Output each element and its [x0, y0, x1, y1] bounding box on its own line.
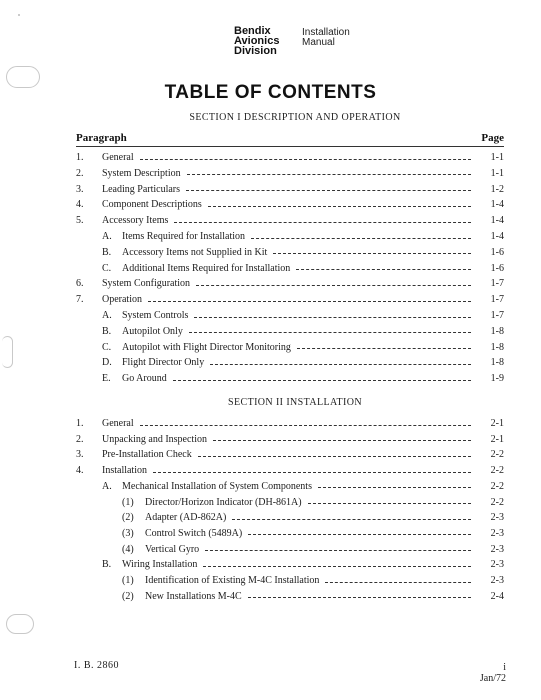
toc-entry-number: 6. [76, 278, 84, 290]
toc-entry-number: A. [102, 310, 112, 321]
toc-entry-page: 2-2 [490, 496, 504, 508]
toc-entry-label: Leading Particulars [102, 183, 181, 195]
toc-entry-number: 3. [76, 183, 84, 195]
toc-entry-label-wrap [102, 293, 475, 307]
toc-entry-label: Pre-Installation Check [102, 449, 192, 461]
toc-entry [0, 183, 541, 197]
dot-leader [189, 332, 471, 333]
toc-entry-number: 3. [76, 449, 84, 461]
toc-entry-label: Vertical Gyro [145, 543, 200, 555]
toc-entry-page: 1-8 [490, 325, 504, 337]
toc-entry-label: Autopilot Only [122, 325, 183, 337]
toc-entry-label-wrap [122, 246, 475, 260]
toc-entry-number: (2) [122, 512, 134, 524]
toc-entry-label-wrap [122, 262, 475, 276]
toc-entry-page: 2-4 [490, 590, 504, 602]
dot-leader [232, 519, 471, 520]
page-footer [480, 662, 506, 684]
toc-entry-label: Operation [102, 294, 142, 306]
toc-entry-label-wrap [145, 496, 475, 510]
dot-leader [153, 472, 471, 473]
toc-entry-label: Mechanical Installation of System Components [122, 480, 312, 492]
toc-entry-page: 2-3 [490, 512, 504, 524]
dot-leader [198, 456, 471, 457]
toc-entry [0, 511, 541, 525]
dot-leader [203, 566, 471, 567]
toc-entry-label-wrap [122, 230, 475, 244]
toc-entry-label: System Configuration [102, 278, 191, 290]
toc-entry-label-wrap [122, 341, 475, 355]
toc-entry-number: 4. [76, 465, 84, 477]
toc-entry-label-wrap [102, 214, 475, 228]
toc-entry-number: C. [102, 262, 112, 274]
toc-entry-label: Flight Director Only [122, 357, 205, 369]
toc-entry-page: 1-7 [490, 310, 504, 321]
column-header-page: Page [481, 132, 504, 144]
toc-entry-number: (3) [122, 527, 134, 539]
dot-leader [296, 269, 471, 270]
toc-entry-page: 1-8 [490, 341, 504, 353]
toc-entry-label-wrap [102, 277, 475, 291]
toc-entry [0, 198, 541, 212]
dot-leader [251, 238, 471, 239]
toc-entry-label-wrap [122, 372, 475, 386]
page-number: i [503, 662, 506, 673]
toc-entry-label: Control Switch (5489A) [145, 527, 243, 539]
toc-entry [0, 151, 541, 165]
toc-entry-label-wrap [122, 356, 475, 370]
toc-entry [0, 417, 541, 431]
toc-entry-label: Installation [102, 465, 147, 477]
toc-entry-page: 2-1 [490, 418, 504, 429]
toc-entry [0, 167, 541, 181]
dot-leader [248, 534, 471, 535]
dot-leader [308, 503, 471, 504]
brand-line: Avionics [234, 35, 280, 47]
toc-entry-number: 2. [76, 167, 84, 179]
toc-entry-page: 1-7 [490, 294, 504, 306]
doc-type-line: Manual [302, 37, 335, 48]
toc-entry-page: 1-4 [490, 199, 504, 211]
toc-entry [0, 230, 541, 244]
dot-leader [248, 597, 471, 598]
dot-leader [140, 159, 471, 160]
toc-entry-label-wrap [145, 574, 475, 588]
toc-entry-label-wrap [145, 527, 475, 541]
toc-entry-label-wrap [102, 198, 475, 212]
toc-entry-page: 2-2 [490, 465, 504, 477]
toc-entry-number: (4) [122, 543, 134, 555]
toc-entry-page: 2-3 [490, 559, 504, 571]
toc-entry-label: Go Around [122, 373, 167, 385]
toc-entry-page: 2-3 [490, 527, 504, 539]
toc-entry-number: A. [102, 480, 112, 492]
toc-entry-number: 1. [76, 152, 84, 163]
toc-entry-page: 1-2 [490, 183, 504, 195]
toc-entry-number: B. [102, 246, 112, 258]
toc-entry [0, 433, 541, 447]
toc-entry [0, 590, 541, 604]
doc-type-line: Installation [302, 27, 350, 38]
toc-entry-label-wrap [122, 325, 475, 339]
dot-leader [208, 206, 471, 207]
toc-entry-label-wrap [122, 480, 475, 494]
toc-entry-label: General [102, 418, 134, 429]
dot-leader [174, 222, 471, 223]
toc-entry-label-wrap [102, 433, 475, 447]
toc-entry-label: System Description [102, 167, 181, 179]
column-header-paragraph: Paragraph [76, 132, 127, 144]
toc-entry-label: Items Required for Installation [122, 231, 246, 242]
toc-entry-label: New Installations M-4C [145, 590, 242, 602]
toc-entry-page: 2-2 [490, 480, 504, 492]
brand-logo [234, 26, 279, 56]
toc-entry-number: (1) [122, 575, 134, 586]
header-rule [76, 146, 504, 147]
toc-entry-label-wrap [102, 151, 475, 165]
toc-entry-label-wrap [145, 590, 475, 604]
toc-entry-label: Accessory Items not Supplied in Kit [122, 246, 268, 258]
toc-entry [0, 277, 541, 291]
dot-leader [325, 582, 471, 583]
dot-leader [196, 285, 471, 286]
paper-speck [18, 14, 20, 16]
dot-leader [318, 487, 471, 488]
toc-entry-label-wrap [102, 417, 475, 431]
toc-entry-page: 1-6 [490, 262, 504, 274]
toc-entry-number: (2) [122, 590, 134, 602]
toc-entry-label: Director/Horizon Indicator (DH-861A) [145, 496, 302, 508]
toc-entry-page: 2-1 [490, 433, 504, 445]
revision-date: Jan/72 [479, 673, 506, 684]
section-heading: SECTION I DESCRIPTION AND OPERATION [189, 112, 401, 123]
toc-entry-number: B. [102, 325, 112, 337]
dot-leader [273, 253, 471, 254]
toc-entry-label: Autopilot with Flight Director Monitoring [122, 341, 291, 353]
toc-entry-label-wrap [145, 511, 475, 525]
toc-entry [0, 448, 541, 462]
toc-entry [0, 527, 541, 541]
dot-leader [148, 301, 471, 302]
toc-entry-page: 2-3 [490, 575, 504, 586]
toc-entry [0, 480, 541, 494]
brand-line: Division [234, 45, 277, 57]
toc-entry-label: Additional Items Required for Installation [122, 262, 291, 274]
toc-entry-number: E. [102, 373, 111, 385]
brand-line: Bendix [234, 25, 271, 37]
toc-entry-label: System Controls [122, 310, 189, 321]
toc-entry-label-wrap [122, 309, 475, 323]
toc-entry [0, 356, 541, 370]
toc-entry-label: Unpacking and Inspection [102, 433, 207, 445]
toc-entry-number: 4. [76, 199, 84, 211]
document-number: I. B. 2860 [74, 660, 119, 671]
toc-entry-label-wrap [145, 543, 475, 557]
toc-entry [0, 309, 541, 323]
dot-leader [213, 440, 471, 441]
toc-entry-number: D. [102, 357, 112, 369]
toc-entry [0, 574, 541, 588]
toc-entry-label: Adapter (AD-862A) [145, 512, 227, 524]
toc-entry-label: Wiring Installation [122, 559, 198, 571]
toc-entry [0, 325, 541, 339]
toc-entry [0, 558, 541, 572]
toc-entry-label: General [102, 152, 134, 163]
dot-leader [173, 380, 471, 381]
toc-entry-label-wrap [102, 167, 475, 181]
toc-entry-page: 1-4 [490, 215, 504, 227]
toc-entry-label: Accessory Items [102, 215, 169, 227]
dot-leader [194, 317, 471, 318]
toc-entry [0, 464, 541, 478]
toc-entry-number: A. [102, 231, 112, 242]
dot-leader [210, 364, 471, 365]
toc-entry-page: 1-1 [490, 152, 504, 163]
toc-entry-number: (1) [122, 496, 134, 508]
toc-entry-page: 1-6 [490, 246, 504, 258]
toc-entry-label: Component Descriptions [102, 199, 202, 211]
toc-entry-number: C. [102, 341, 112, 353]
page-title: TABLE OF CONTENTS [164, 82, 377, 103]
dot-leader [186, 190, 471, 191]
document-type [302, 28, 350, 48]
dot-leader [140, 425, 471, 426]
toc-entry-page: 1-9 [490, 373, 504, 385]
toc-entry [0, 246, 541, 260]
toc-entry [0, 262, 541, 276]
toc-entry-number: 5. [76, 215, 84, 227]
toc-entry-label-wrap [102, 464, 475, 478]
toc-entry-label: Identification of Existing M-4C Installation [145, 575, 320, 586]
toc-entry [0, 496, 541, 510]
dot-leader [297, 348, 471, 349]
toc-entry-page: 1-8 [490, 357, 504, 369]
toc-entry [0, 214, 541, 228]
toc-entry-label-wrap [102, 448, 475, 462]
toc-entry-label-wrap [102, 183, 475, 197]
toc-entry-page: 1-4 [490, 231, 504, 242]
section-heading: SECTION II INSTALLATION [228, 397, 362, 408]
toc-entry-label-wrap [122, 558, 475, 572]
toc-entry-number: B. [102, 559, 112, 571]
dot-leader [187, 174, 471, 175]
toc-entry [0, 293, 541, 307]
toc-entry-page: 2-3 [490, 543, 504, 555]
toc-entry-number: 7. [76, 294, 84, 306]
toc-entry [0, 341, 541, 355]
toc-entry [0, 372, 541, 386]
toc-entry-page: 1-7 [490, 278, 504, 290]
toc-entry-page: 2-2 [490, 449, 504, 461]
toc-entry-number: 2. [76, 433, 84, 445]
toc-entry [0, 543, 541, 557]
toc-entry-number: 1. [76, 418, 84, 429]
dot-leader [205, 550, 471, 551]
binder-hole-bottom [6, 614, 34, 634]
toc-entry-page: 1-1 [490, 167, 504, 179]
